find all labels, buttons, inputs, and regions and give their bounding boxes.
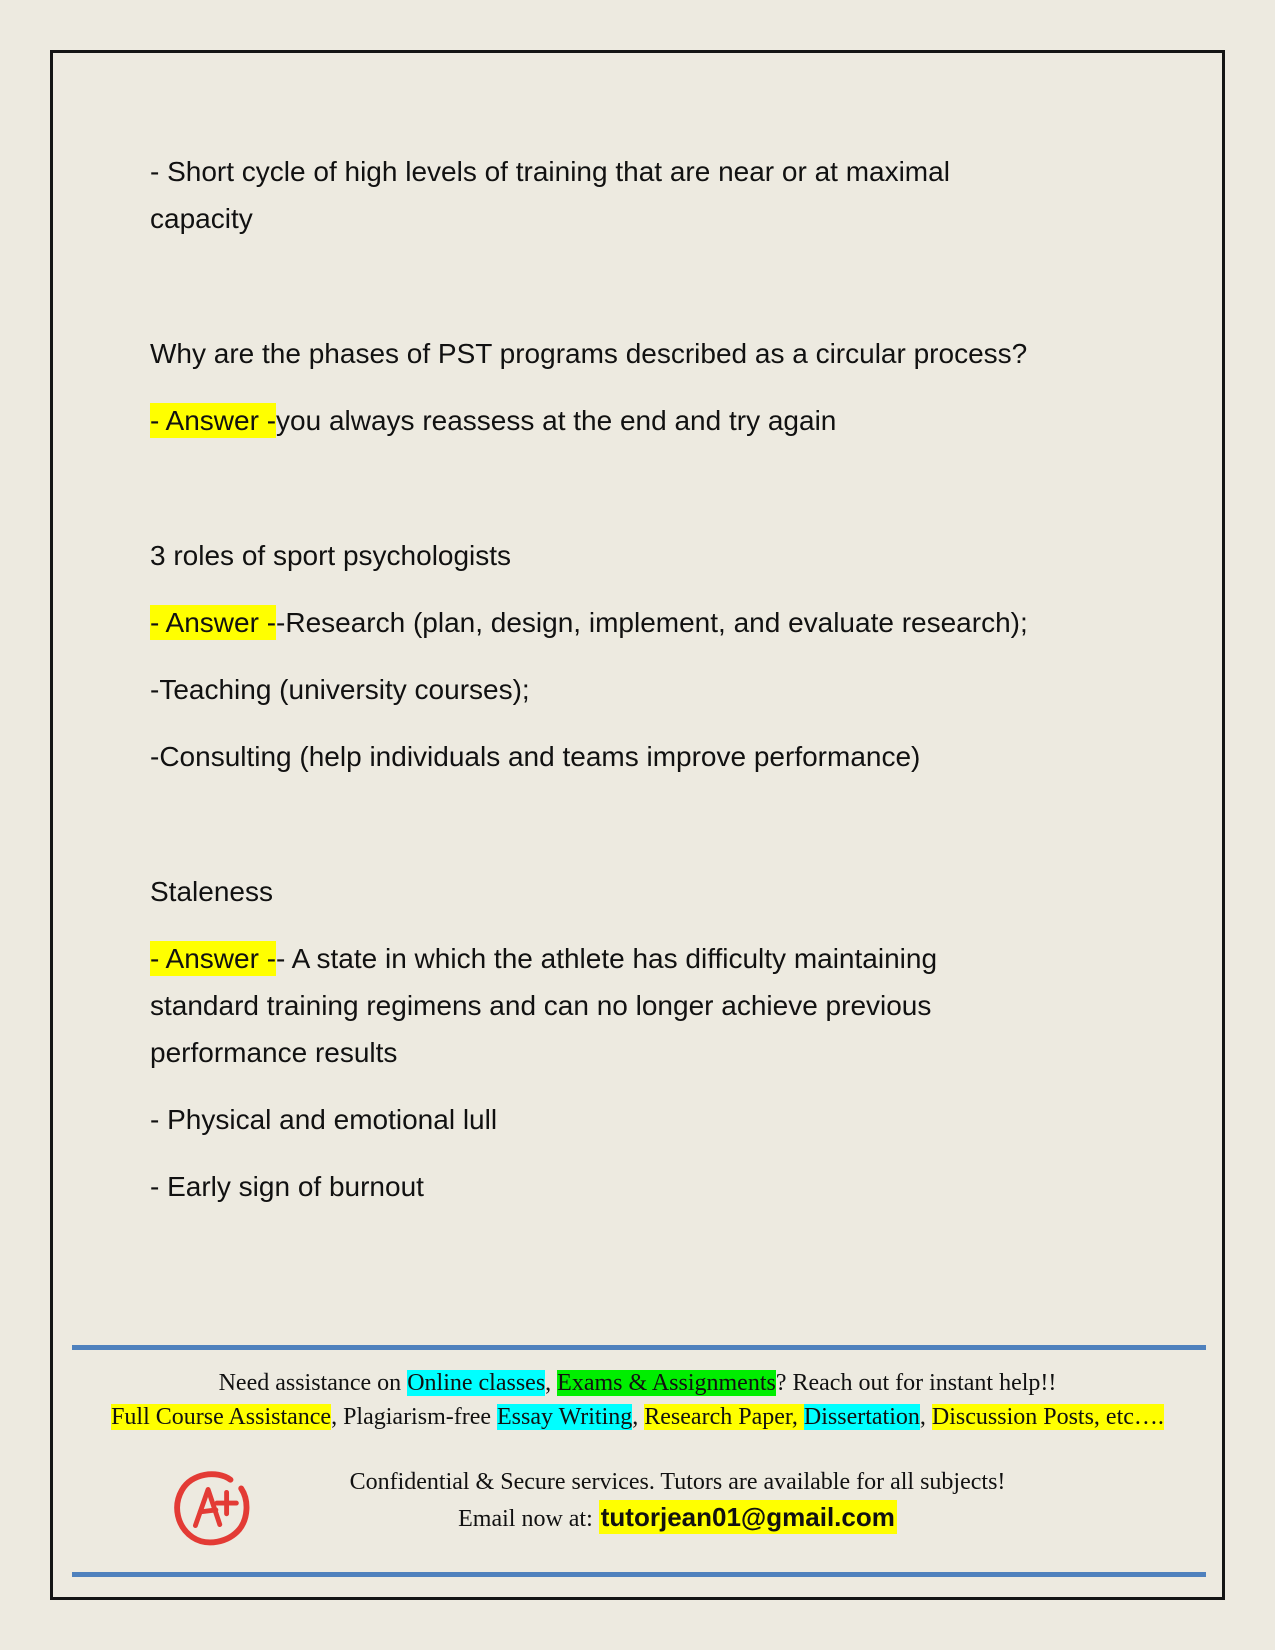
footer-text: ? Reach out for instant help!! (775, 1370, 1057, 1396)
discussion-posts-highlight: Discussion Posts, etc…. (931, 1404, 1164, 1430)
spacer (150, 646, 1110, 666)
spacer (150, 780, 1110, 868)
bullet-2: - Early sign of burnout (150, 1171, 424, 1202)
answer-text: you always reassess at the end and try again (276, 405, 837, 436)
answer-1 (150, 397, 1110, 444)
spacer (150, 444, 1110, 532)
footer-bottom-rule (72, 1572, 1206, 1577)
footer-line-4 (40, 1500, 1275, 1536)
spacer (150, 579, 1110, 599)
dissertation-highlight: Dissertation (803, 1404, 920, 1430)
answer-label: - Answer - (150, 607, 277, 638)
research-paper-highlight: Research Paper, (644, 1404, 804, 1430)
footer-line-2 (0, 1400, 1275, 1434)
footer-text: , (919, 1404, 932, 1430)
answer-label: - Answer - (150, 405, 277, 436)
online-classes-highlight: Online classes (407, 1370, 546, 1396)
exams-assignments-highlight: Exams & Assignments (557, 1370, 776, 1396)
answer-2-line-3: -Consulting (help individuals and teams improve performance) (150, 741, 921, 772)
answer-3-line-3: performance results (150, 1037, 398, 1068)
footer-top-rule (72, 1345, 1206, 1350)
footer-text: , (545, 1370, 558, 1396)
spacer (150, 242, 1110, 330)
essay-writing-highlight: Essay Writing (497, 1404, 633, 1430)
footer-text: , (632, 1404, 645, 1430)
footer-line-1 (0, 1366, 1275, 1400)
intro-line-2: capacity (150, 203, 253, 234)
footer-line-3: Confidential & Secure services. Tutors are available for all subjects! (349, 1469, 1006, 1495)
answer-2 (150, 599, 1110, 646)
answer-text: - A state in which the athlete has difficulty maintaining (276, 943, 938, 974)
footer-text: Need assistance on (218, 1370, 408, 1396)
spacer (150, 713, 1110, 733)
question-3: Staleness (150, 876, 273, 907)
answer-3-line-2: standard training regimens and can no longer achieve previous (150, 990, 932, 1021)
answer-3-line-1 (150, 935, 1110, 982)
full-course-highlight: Full Course Assistance (111, 1404, 332, 1430)
answer-2-line-2: -Teaching (university courses); (150, 674, 530, 705)
footer-text: Email now at: (458, 1506, 599, 1532)
email-link[interactable]: tutorjean01@gmail.com (600, 1502, 895, 1532)
question-2: 3 roles of sport psychologists (150, 540, 512, 571)
spacer (150, 1143, 1110, 1163)
intro-line-1: - Short cycle of high levels of training that are near or at maximal (150, 156, 950, 187)
spacer (150, 377, 1110, 397)
answer-label: - Answer - (150, 943, 277, 974)
spacer (150, 1076, 1110, 1096)
question-1: Why are the phases of PST programs described as a circular process? (150, 338, 1028, 369)
document-content (150, 148, 1110, 1210)
spacer (150, 915, 1110, 935)
bullet-1: - Physical and emotional lull (150, 1104, 498, 1135)
answer-text: -Research (plan, design, implement, and evaluate research); (276, 607, 1028, 638)
footer-text: , Plagiarism-free (331, 1404, 498, 1430)
